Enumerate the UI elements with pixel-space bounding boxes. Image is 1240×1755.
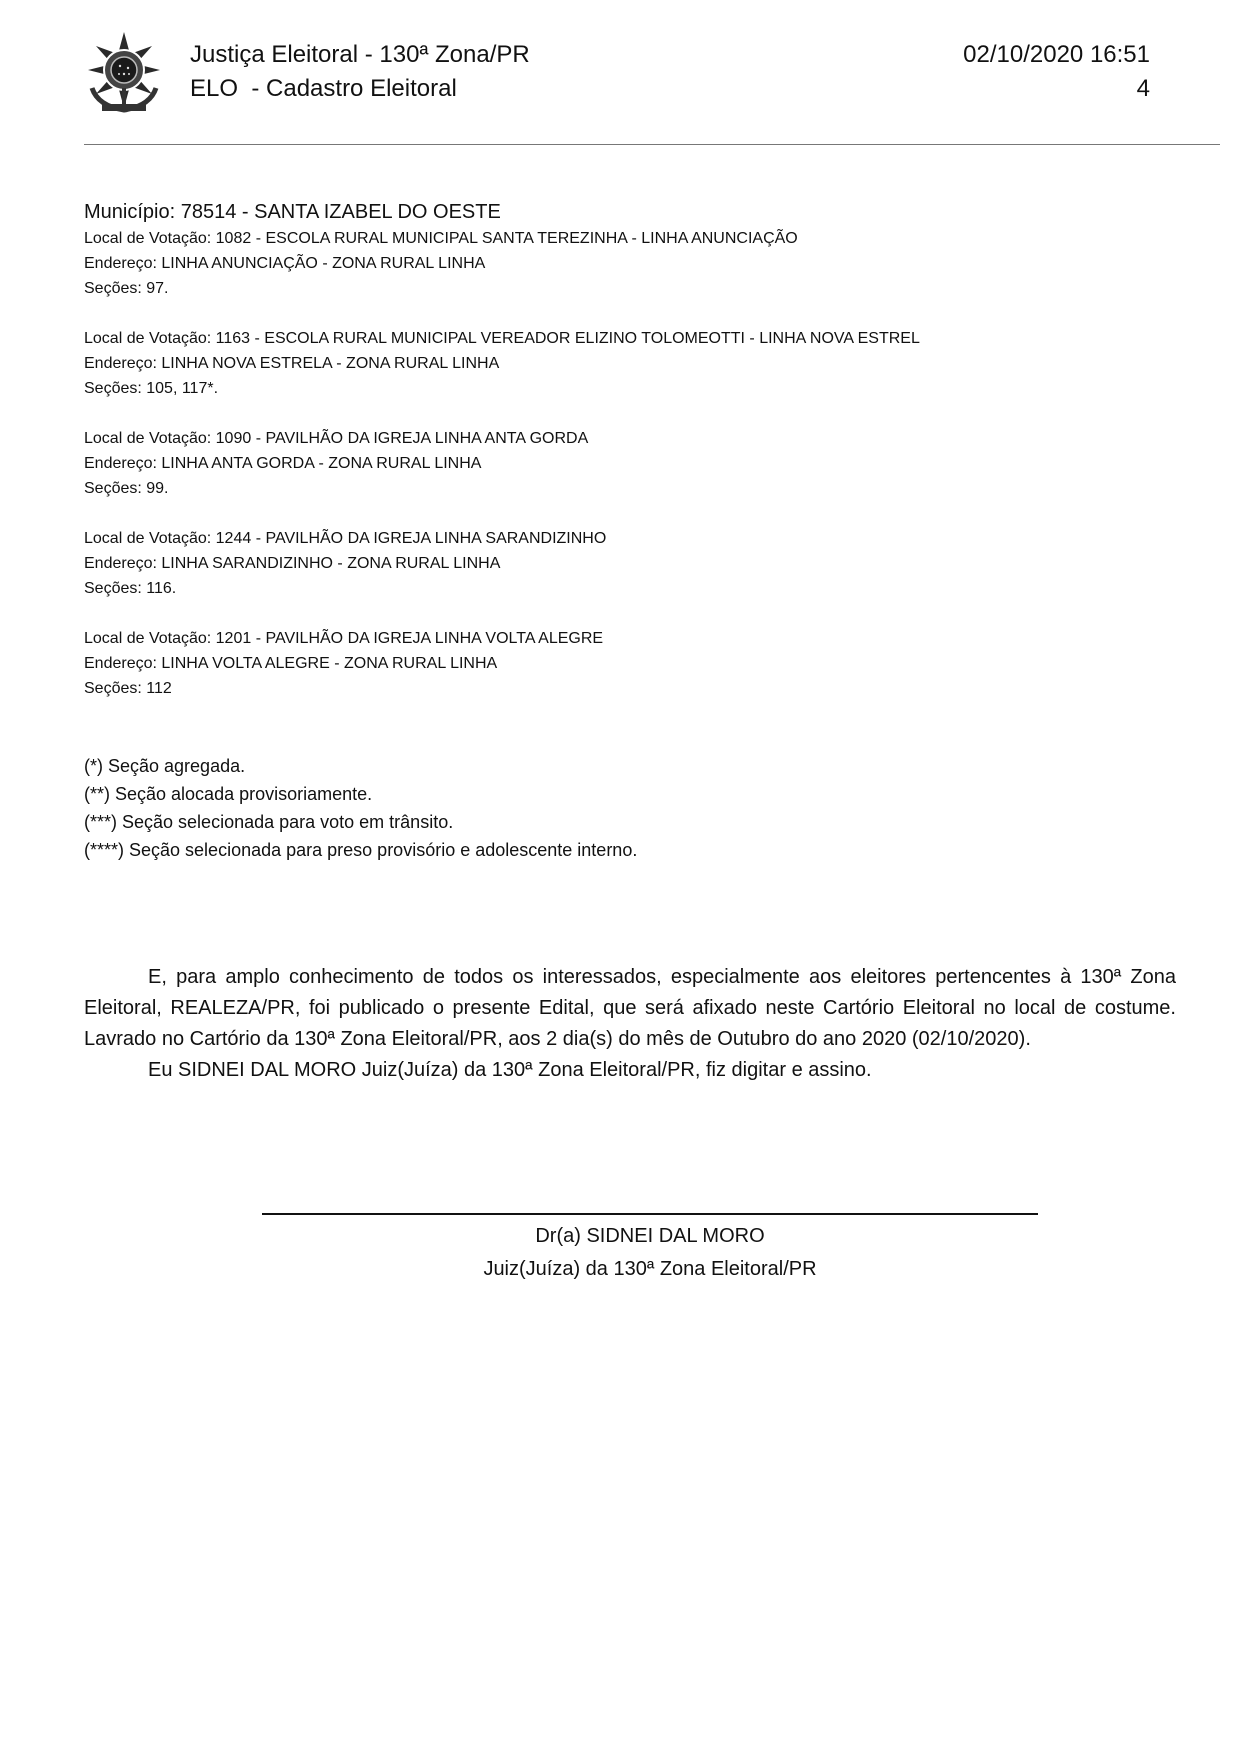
signature-line bbox=[262, 1213, 1038, 1215]
voting-location bbox=[84, 226, 1214, 301]
header-meta bbox=[963, 38, 1150, 106]
voting-location-sections: Seções: 105, 117*. bbox=[84, 380, 219, 397]
voting-location-name: Local de Votação: 1082 - ESCOLA RURAL MUNICIPAL SANTA TEREZINHA - LINHA ANUNCIAÇÃO bbox=[84, 230, 798, 247]
voting-location-sections: Seções: 99. bbox=[84, 480, 169, 497]
voting-location-name: Local de Votação: 1201 - PAVILHÃO DA IGREJA LINHA VOLTA ALEGRE bbox=[84, 630, 604, 647]
legend-note: (**) Seção alocada provisoriamente. bbox=[84, 784, 373, 804]
voting-location-sections: Seções: 112 bbox=[84, 680, 172, 697]
voting-location-name: Local de Votação: 1090 - PAVILHÃO DA IGREJA LINHA ANTA GORDA bbox=[84, 430, 589, 447]
header-title-line2: ELO - Cadastro Eleitoral bbox=[190, 75, 457, 102]
voting-location-sections: Seções: 116. bbox=[84, 580, 177, 597]
voting-locations-list bbox=[84, 226, 1214, 726]
voting-location-address: Endereço: LINHA ANTA GORDA - ZONA RURAL LINHA bbox=[84, 455, 482, 472]
signature-block bbox=[262, 1220, 1038, 1286]
header-page-number: 4 bbox=[1136, 75, 1150, 102]
voting-location bbox=[84, 326, 1214, 401]
section-legend bbox=[84, 752, 637, 864]
legend-note: (***) Seção selecionada para voto em trânsito. bbox=[84, 812, 454, 832]
closing-paragraph: E, para amplo conhecimento de todos os interessados, especialmente aos eleitores pertencentes à 130ª Zona Eleitoral, REALEZA/PR, foi publicado o presente Edital, que será afixado neste Cartório Eleitoral no local de costume. Lavrado no Cartório da 130ª Zona Eleitoral/PR, aos 2 dia(s) do mês de Outubro do ano 2020 (02/10/2020). bbox=[84, 966, 1176, 1050]
voting-location-sections: Seções: 97. bbox=[84, 280, 169, 297]
header-datetime: 02/10/2020 16:51 bbox=[963, 41, 1150, 68]
header-title bbox=[190, 38, 530, 106]
voting-location bbox=[84, 426, 1214, 501]
header-divider bbox=[84, 144, 1220, 145]
voting-location bbox=[84, 526, 1214, 601]
voting-location-address: Endereço: LINHA SARANDIZINHO - ZONA RURAL LINHA bbox=[84, 555, 501, 572]
municipality-heading: Município: 78514 - SANTA IZABEL DO OESTE bbox=[84, 201, 501, 223]
legend-note: (****) Seção selecionada para preso provisório e adolescente interno. bbox=[84, 840, 638, 860]
header-title-line1: Justiça Eleitoral - 130ª Zona/PR bbox=[190, 41, 530, 68]
closing-text bbox=[84, 962, 1176, 1086]
voting-location-name: Local de Votação: 1163 - ESCOLA RURAL MUNICIPAL VEREADOR ELIZINO TOLOMEOTTI - LINHA NOVA ESTREL bbox=[84, 330, 920, 347]
voting-location-name: Local de Votação: 1244 - PAVILHÃO DA IGREJA LINHA SARANDIZINHO bbox=[84, 530, 607, 547]
voting-location-address: Endereço: LINHA VOLTA ALEGRE - ZONA RURAL LINHA bbox=[84, 655, 498, 672]
signatory-role: Juiz(Juíza) da 130ª Zona Eleitoral/PR bbox=[483, 1258, 817, 1280]
brazil-coat-of-arms-icon bbox=[84, 30, 164, 114]
voting-location bbox=[84, 626, 1214, 701]
signatory-name: Dr(a) SIDNEI DAL MORO bbox=[535, 1225, 765, 1247]
closing-statement: Eu SIDNEI DAL MORO Juiz(Juíza) da 130ª Zona Eleitoral/PR, fiz digitar e assino. bbox=[148, 1059, 872, 1081]
voting-location-address: Endereço: LINHA ANUNCIAÇÃO - ZONA RURAL LINHA bbox=[84, 255, 486, 272]
voting-location-address: Endereço: LINHA NOVA ESTRELA - ZONA RURAL LINHA bbox=[84, 355, 500, 372]
legend-note: (*) Seção agregada. bbox=[84, 756, 246, 776]
